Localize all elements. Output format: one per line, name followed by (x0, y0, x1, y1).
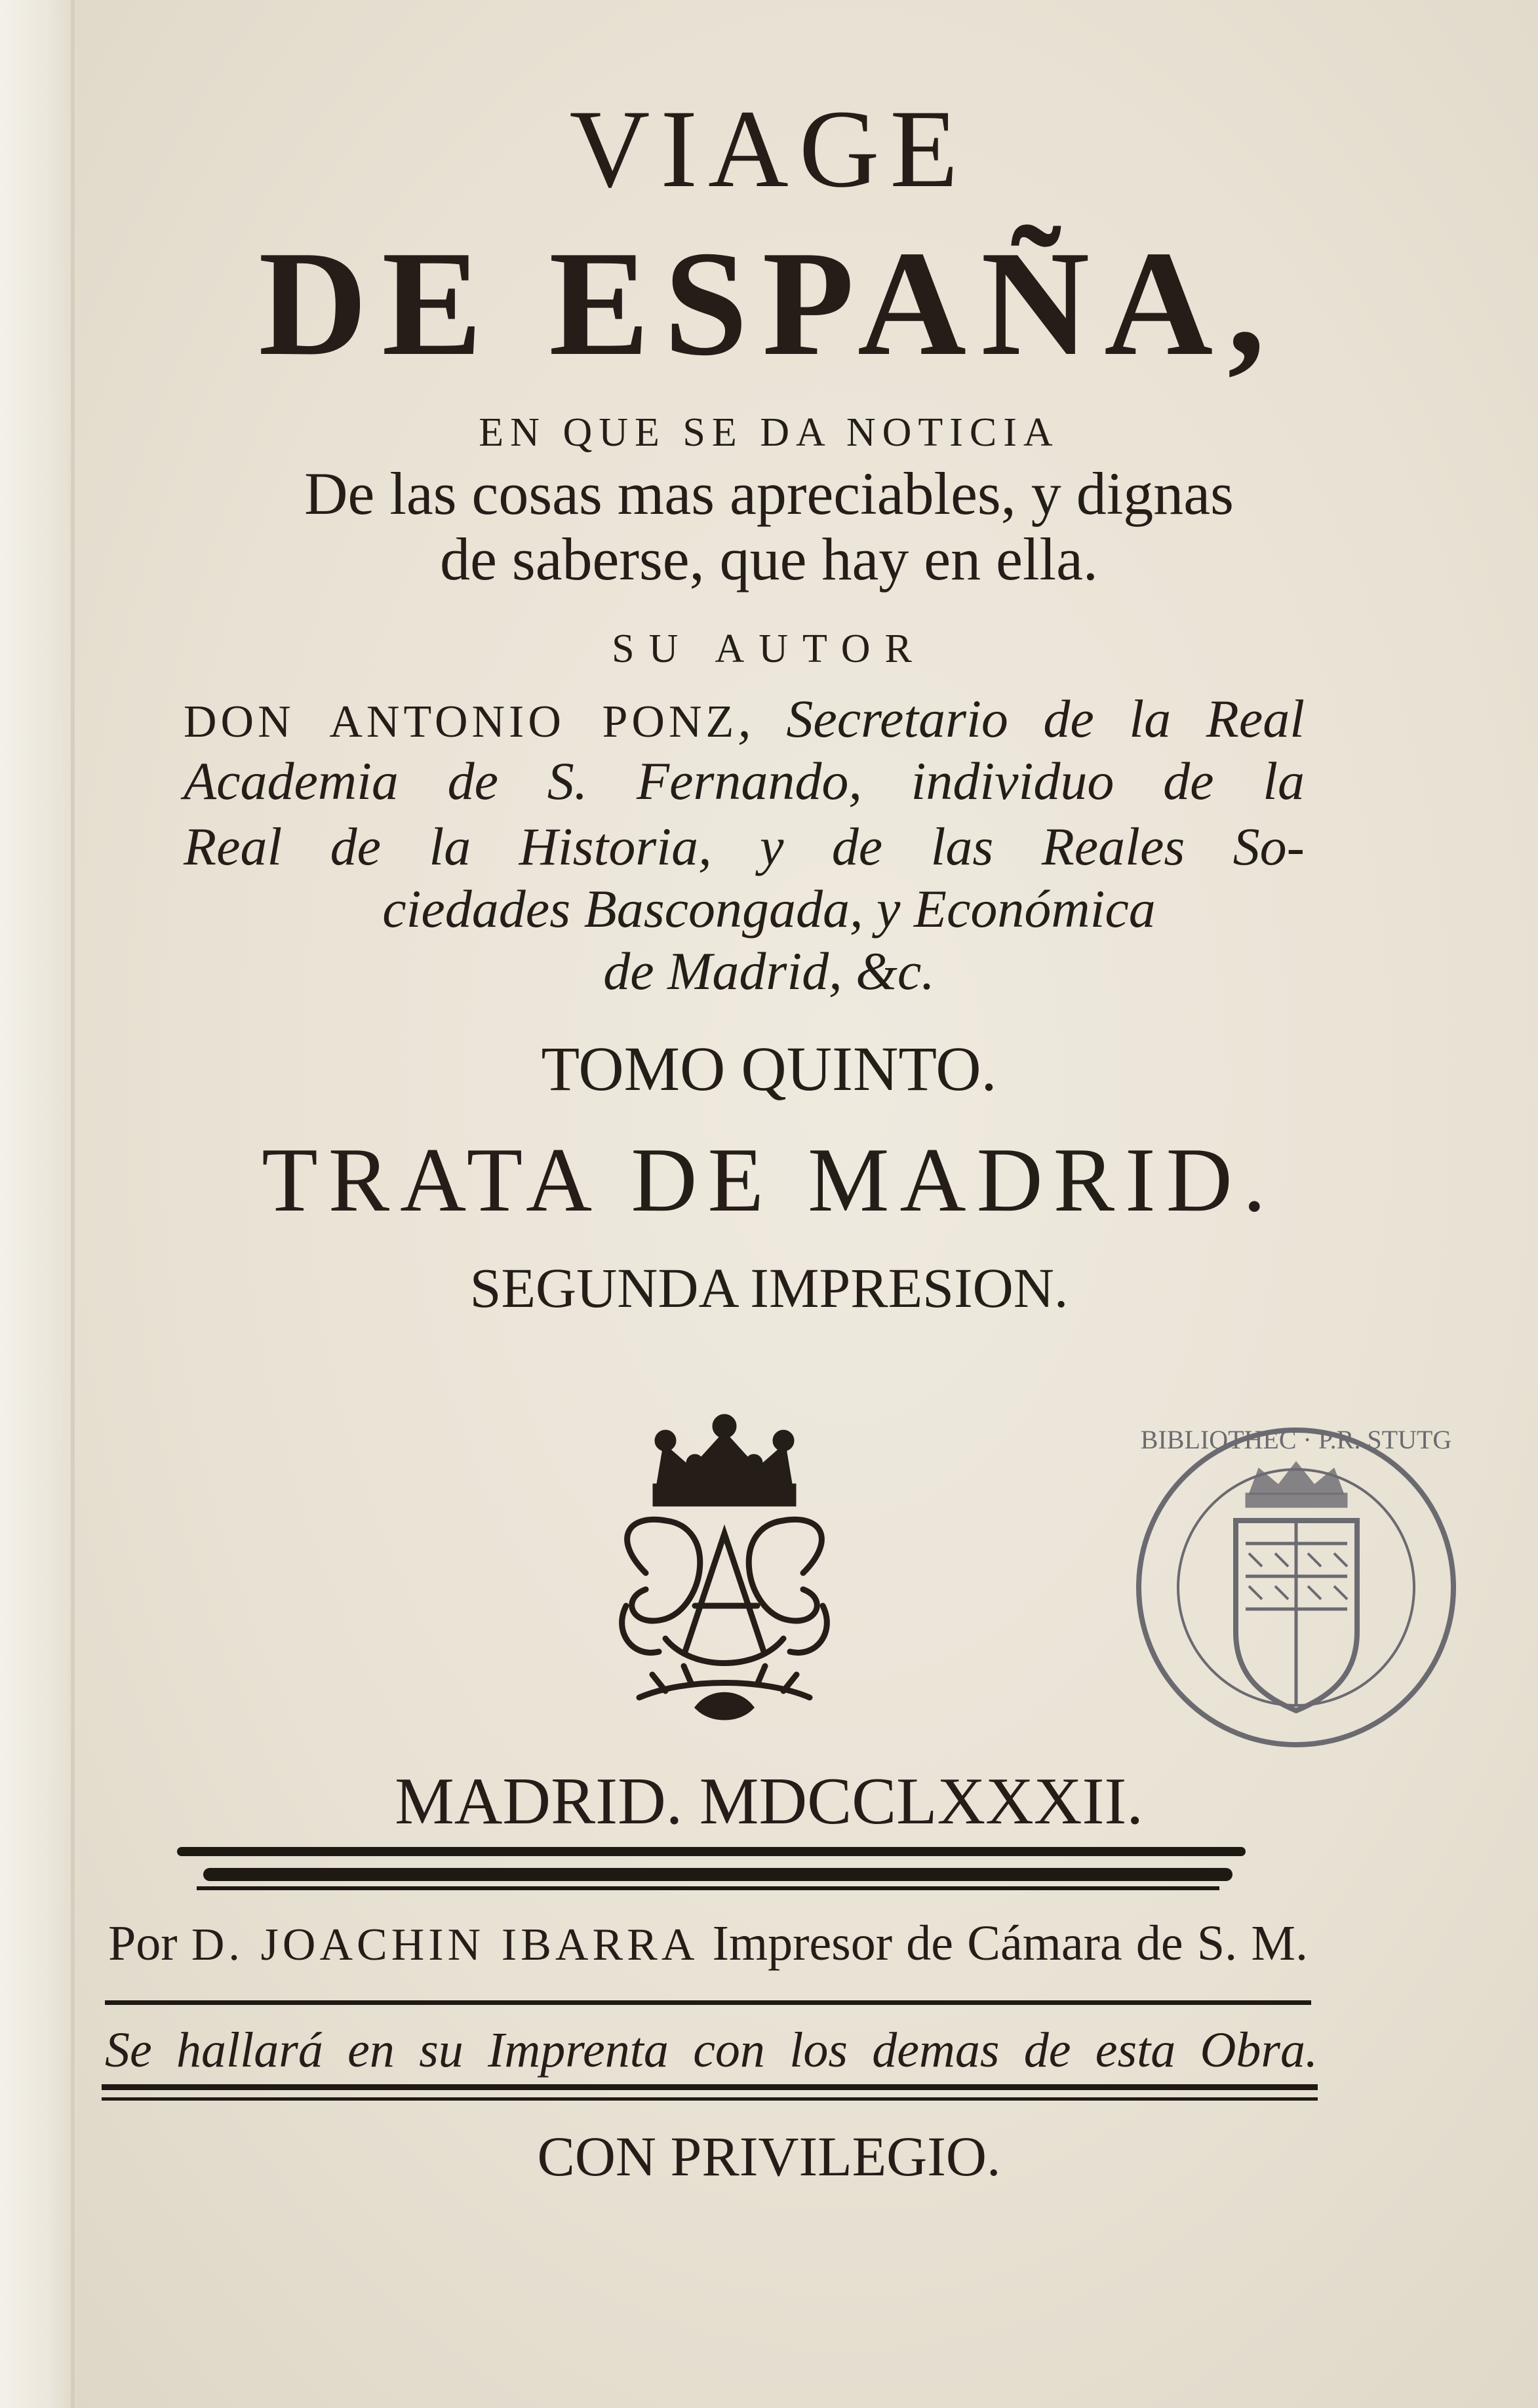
author-name: DON ANTONIO PONZ (184, 697, 738, 747)
author-line-4: ciedades Bascongada, y Económica (382, 879, 1156, 939)
author-line-1 (184, 688, 1305, 750)
library-seal-icon (1131, 1422, 1462, 1753)
subtitle-line-2: De las cosas mas apreciables, y dignas (304, 460, 1234, 527)
subject-title: TRATA DE MADRID. (262, 1129, 1276, 1231)
title-line-1: VIAGE (569, 87, 969, 210)
privilege-label: CON PRIVILEGIO. (537, 2125, 1001, 2188)
author-label: SU AUTOR (612, 627, 926, 671)
rule-middle (105, 2000, 1311, 2005)
rule-bottom-1 (102, 2084, 1318, 2090)
crowned-monogram-icon (587, 1409, 862, 1737)
title-line-2: DE ESPAÑA, (258, 220, 1280, 387)
volume-label: TOMO QUINTO. (541, 1034, 997, 1104)
printer-prefix: Por (108, 1916, 178, 1971)
sales-note: Se hallará en su Imprenta con los demas de esta Obra. (105, 2023, 1318, 2078)
author-line-2: Academia de S. Fernando, individuo de la (184, 751, 1305, 811)
rule-top-1 (177, 1847, 1246, 1856)
rule-bottom-2 (102, 2097, 1318, 2101)
rule-top-2 (203, 1868, 1232, 1881)
place-date: MADRID. MDCCLXXXII. (395, 1764, 1143, 1838)
printer-line (108, 1915, 1308, 1972)
author-line-5: de Madrid, &c. (603, 941, 935, 1001)
subtitle-line-1: EN QUE SE DA NOTICIA (479, 410, 1059, 455)
seal-text: BIBLIOTHEC · P.R. STUTG (1140, 1425, 1452, 1454)
rule-top-3 (197, 1886, 1219, 1890)
edition-label: SEGUNDA IMPRESION. (469, 1256, 1069, 1319)
author-line-1-rest: , Secretario de la Real (738, 689, 1305, 748)
printer-rest: Impresor de Cámara de S. M. (712, 1916, 1309, 1971)
author-line-3: Real de la Historia, y de las Reales So- (184, 817, 1305, 876)
printer-name: D. JOACHIN IBARRA (191, 1920, 699, 1970)
subtitle-line-3: de saberse, que hay en ella. (440, 526, 1098, 592)
